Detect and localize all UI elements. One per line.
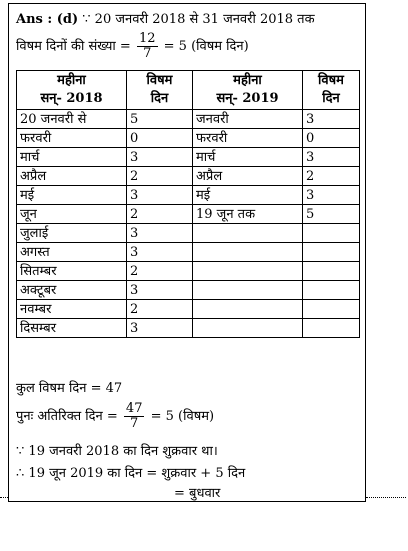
- because-symbol: ∵: [82, 12, 91, 27]
- answer-box: [8, 3, 366, 502]
- table-row: [17, 319, 360, 338]
- date-range-text: 20 जनवरी 2018 से 31 जनवरी 2018 तक: [94, 12, 315, 27]
- fraction-numerator: 47: [125, 401, 143, 416]
- table-cell: नवम्बर: [17, 300, 127, 319]
- table-cell: 2: [127, 167, 193, 186]
- conclusion-line: [16, 463, 245, 481]
- table-cell: [303, 300, 360, 319]
- therefore-symbol: ∴: [16, 466, 25, 481]
- table-cell: [193, 243, 303, 262]
- fraction-denominator: 7: [130, 416, 139, 431]
- table-cell: 3: [303, 110, 360, 129]
- table-cell: मार्च: [193, 148, 303, 167]
- table-cell: [303, 243, 360, 262]
- table-cell: 3: [127, 281, 193, 300]
- table-cell: [193, 281, 303, 300]
- header-line-1: [16, 9, 315, 27]
- header-odd-days-2019: विषम दिन: [303, 71, 360, 110]
- table-row: [17, 148, 360, 167]
- odd-days-result: = 5 (विषम दिन): [163, 39, 249, 54]
- odd-days-label: विषम दिनों की संख्या =: [16, 39, 131, 54]
- header-line-2: [16, 32, 249, 61]
- table-row: [17, 167, 360, 186]
- table-cell: 2: [303, 167, 360, 186]
- table-header-row: [17, 71, 360, 110]
- table-cell: 0: [303, 129, 360, 148]
- table-cell: 3: [303, 186, 360, 205]
- header-month-2019: महीना सन्- 2019: [193, 71, 303, 110]
- table-cell: जुलाई: [17, 224, 127, 243]
- final-answer: = बुधवार: [174, 486, 221, 501]
- table-cell: [303, 319, 360, 338]
- table-cell: 3: [127, 319, 193, 338]
- table-cell: 3: [127, 243, 193, 262]
- table-cell: 2: [127, 205, 193, 224]
- table-cell: मई: [193, 186, 303, 205]
- because-symbol: ∵: [16, 444, 25, 459]
- header-month-2018: महीना सन्- 2018: [17, 71, 127, 110]
- table-cell: 3: [303, 148, 360, 167]
- table-cell: [193, 300, 303, 319]
- table-cell: [303, 262, 360, 281]
- table-cell: 0: [127, 129, 193, 148]
- table-cell: 3: [127, 224, 193, 243]
- fraction-denominator: 7: [143, 46, 152, 61]
- table-row: [17, 262, 360, 281]
- answer-label: Ans : (d): [16, 12, 79, 27]
- table-cell: अक्टूबर: [17, 281, 127, 300]
- table-cell: [193, 224, 303, 243]
- extra-days-label: पुनः अतिरिक्त दिन =: [16, 409, 118, 424]
- table-row: [17, 186, 360, 205]
- table-cell: फरवरी: [193, 129, 303, 148]
- table-row: [17, 243, 360, 262]
- fraction-numerator: 12: [138, 31, 156, 46]
- extra-days-fraction: [124, 402, 145, 431]
- table-row: [17, 300, 360, 319]
- table-cell: फरवरी: [17, 129, 127, 148]
- table-cell: मई: [17, 186, 127, 205]
- table-cell: 2: [127, 262, 193, 281]
- table-cell: 3: [127, 186, 193, 205]
- table-cell: जनवरी: [193, 110, 303, 129]
- table-row: [17, 110, 360, 129]
- table-cell: 3: [127, 148, 193, 167]
- dotted-divider-left: [0, 497, 8, 498]
- table-cell: अप्रैल: [17, 167, 127, 186]
- odd-days-fraction: [137, 32, 158, 61]
- dotted-divider-right: [366, 497, 406, 498]
- table-cell: 5: [127, 110, 193, 129]
- fact-text: 19 जनवरी 2018 का दिन शुक्रवार था।: [28, 444, 218, 459]
- table-row: [17, 205, 360, 224]
- table-cell: जून: [17, 205, 127, 224]
- extra-days-result: = 5 (विषम): [150, 409, 215, 424]
- table-cell: [193, 319, 303, 338]
- conclusion-text: 19 जून 2019 का दिन = शुक्रवार + 5 दिन: [28, 466, 246, 481]
- table-cell: 19 जून तक: [193, 205, 303, 224]
- total-odd-days: कुल विषम दिन = 47: [16, 381, 123, 396]
- table-cell: [303, 224, 360, 243]
- header-odd-days-2018: विषम दिन: [127, 71, 193, 110]
- table-cell: अगस्त: [17, 243, 127, 262]
- table-cell: [303, 281, 360, 300]
- table-cell: अप्रैल: [193, 167, 303, 186]
- table-row: [17, 224, 360, 243]
- table-cell: सितम्बर: [17, 262, 127, 281]
- odd-days-table: [16, 70, 360, 338]
- table-cell: [193, 262, 303, 281]
- fact-line: [16, 441, 218, 459]
- table-row: [17, 129, 360, 148]
- table-cell: 5: [303, 205, 360, 224]
- table-cell: दिसम्बर: [17, 319, 127, 338]
- extra-days-line: [16, 402, 214, 431]
- table-cell: 20 जनवरी से: [17, 110, 127, 129]
- table-cell: 2: [127, 300, 193, 319]
- table-row: [17, 281, 360, 300]
- table-cell: मार्च: [17, 148, 127, 167]
